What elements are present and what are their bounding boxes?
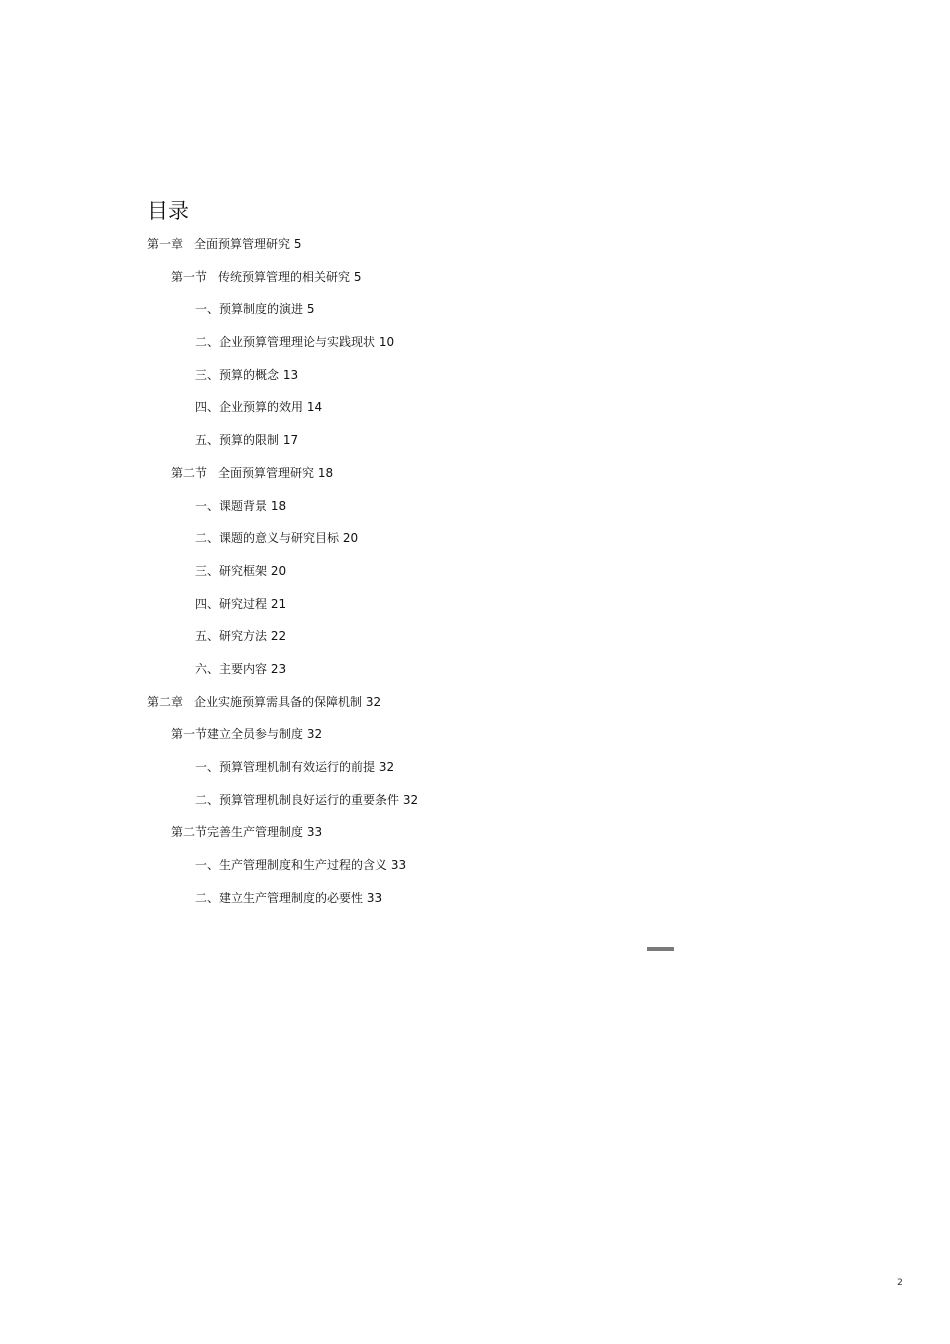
- toc-entry-text: 三、预算的概念 13: [195, 367, 299, 382]
- toc-entry-text: 三、研究框架 20: [195, 563, 287, 578]
- toc-entry[interactable]: [0, 789, 950, 822]
- toc-entry-text: 二、企业预算管理理论与实践现状 10: [195, 335, 395, 350]
- toc-entry[interactable]: [0, 331, 950, 364]
- toc-entry[interactable]: [0, 821, 950, 854]
- toc-entry[interactable]: [0, 691, 950, 724]
- toc-entry-text: 传统预算管理的相关研究 5: [218, 269, 362, 284]
- toc-entry[interactable]: [0, 429, 950, 462]
- toc-entry[interactable]: [0, 723, 950, 756]
- toc-entry-text: 一、课题背景 18: [195, 498, 287, 513]
- toc-entry[interactable]: [0, 495, 950, 528]
- toc-entry[interactable]: [0, 233, 950, 266]
- toc-entry[interactable]: [0, 364, 950, 397]
- toc-entry-text: 五、预算的限制 17: [195, 433, 299, 448]
- toc-entry-text: 全面预算管理研究 5: [194, 237, 302, 251]
- page-number: 2: [897, 1278, 903, 1288]
- toc-entry-label: 第一章: [147, 237, 184, 251]
- toc-entry-text: 二、预算管理机制良好运行的重要条件 32: [195, 792, 419, 807]
- toc-entry-label: 第一节: [171, 269, 208, 284]
- toc-entry-text: 第二节完善生产管理制度 33: [171, 825, 323, 840]
- toc-entry[interactable]: [0, 298, 950, 331]
- toc-entry[interactable]: [0, 756, 950, 789]
- toc-entry[interactable]: [0, 854, 950, 887]
- toc-entry-text: 一、预算制度的演进 5: [195, 302, 315, 317]
- toc-title: 目录: [147, 199, 189, 223]
- toc-entry-text: 二、建立生产管理制度的必要性 33: [195, 890, 383, 905]
- toc-entry-text: 一、生产管理制度和生产过程的含义 33: [195, 858, 407, 873]
- toc-entry-text: 四、企业预算的效用 14: [195, 400, 323, 415]
- toc-entry[interactable]: [0, 658, 950, 691]
- toc-entry-text: 第一节建立全员参与制度 32: [171, 727, 323, 742]
- toc-entry-label: 第二节: [171, 465, 208, 480]
- toc-entry-text: 四、研究过程 21: [195, 596, 287, 611]
- table-of-contents: [0, 233, 950, 919]
- toc-entry-label: 第二章: [147, 694, 184, 709]
- toc-entry-text: 全面预算管理研究 18: [218, 465, 334, 480]
- toc-entry[interactable]: [0, 396, 950, 429]
- toc-entry[interactable]: [0, 266, 950, 299]
- toc-entry[interactable]: [0, 887, 950, 920]
- toc-entry-text: 五、研究方法 22: [195, 629, 287, 644]
- toc-entry[interactable]: [0, 625, 950, 658]
- toc-entry-text: 二、课题的意义与研究目标 20: [195, 531, 359, 546]
- toc-entry[interactable]: [0, 462, 950, 495]
- toc-entry-text: 六、主要内容 23: [195, 661, 287, 676]
- toc-entry-text: 一、预算管理机制有效运行的前提 32: [195, 760, 395, 774]
- toc-entry[interactable]: [0, 527, 950, 560]
- separator-bar: [647, 947, 674, 951]
- toc-entry-text: 企业实施预算需具备的保障机制 32: [194, 694, 382, 709]
- toc-entry[interactable]: [0, 560, 950, 593]
- toc-entry[interactable]: [0, 593, 950, 626]
